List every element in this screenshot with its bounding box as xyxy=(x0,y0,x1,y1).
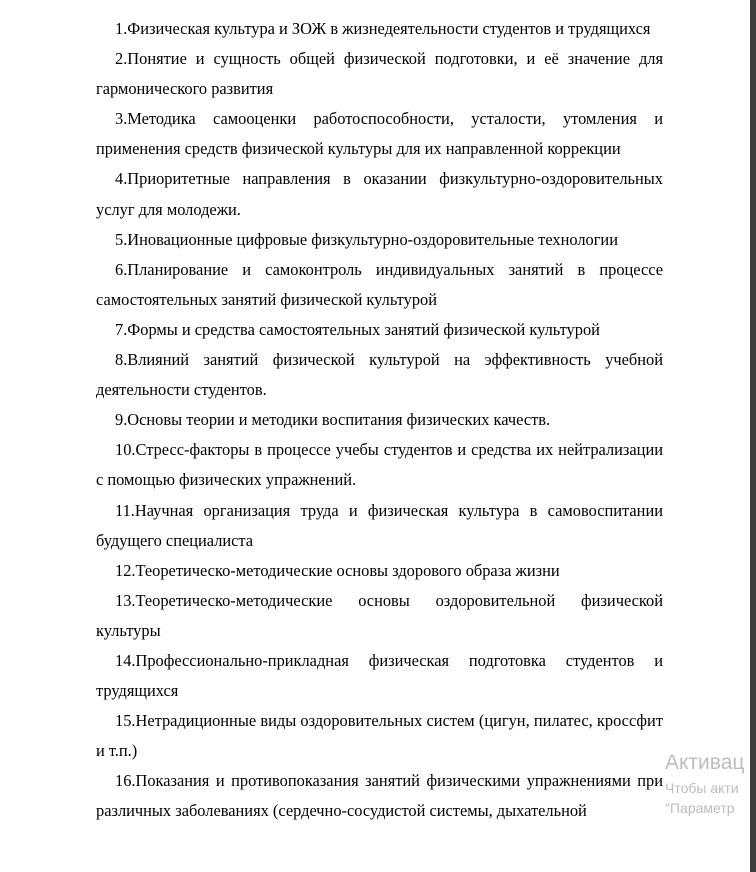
watermark-line-1: Чтобы акти xyxy=(665,780,739,796)
list-item: 16.Показания и противопоказания занятий физическими упражнениями при различных заболеваниях (сердечно-сосудистой системы, дыхательной xyxy=(96,771,663,821)
topic-list xyxy=(96,14,663,827)
list-item: 7.Формы и средства самостоятельных занятий физической культурой xyxy=(115,319,600,339)
list-item: 8.Влияний занятий физической культурой на эффективность учебной деятельности студентов. xyxy=(96,350,663,400)
list-item: 12.Теоретическо-методические основы здорового образа жизни xyxy=(115,560,560,580)
list-item: 9.Основы теории и методики воспитания физических качеств. xyxy=(115,410,551,430)
list-item: 2.Понятие и сущность общей физической подготовки, и её значение для гармонического развития xyxy=(96,49,663,99)
list-item: 1.Физическая культура и ЗОЖ в жизнедеятельности студентов и трудящихся xyxy=(115,19,651,38)
list-item: 3.Методика самооценки работоспособности, усталости, утомления и применения средств физической культуры для их направленной коррекции xyxy=(96,109,663,159)
list-item: 15.Нетрадиционные виды оздоровительных систем (цигун, пилатес, кроссфит и т.п.) xyxy=(96,711,663,761)
list-item: 11.Научная организация труда и физическая культура в самовоспитании будущего специалиста xyxy=(96,500,663,550)
watermark-line-2: "Параметр xyxy=(665,800,735,816)
list-item: 10.Стресс-факторы в процессе учебы студентов и средства их нейтрализации с помощью физических упражнений. xyxy=(96,440,663,490)
list-item: 4.Приоритетные направления в оказании физкультурно-оздоровительных услуг для молодежи. xyxy=(96,169,663,219)
list-item: 5.Иновационные цифровые физкультурно-оздоровительные технологии xyxy=(115,229,618,249)
list-item: 6.Планирование и самоконтроль индивидуальных занятий в процессе самостоятельных занятий физической культурой xyxy=(96,259,663,309)
watermark-title: Активац xyxy=(665,751,745,774)
list-item: 14.Профессионально-прикладная физическая подготовка студентов и трудящихся xyxy=(96,650,663,701)
list-item: 13.Теоретическо-методические основы оздоровительной физической культуры xyxy=(96,590,663,640)
